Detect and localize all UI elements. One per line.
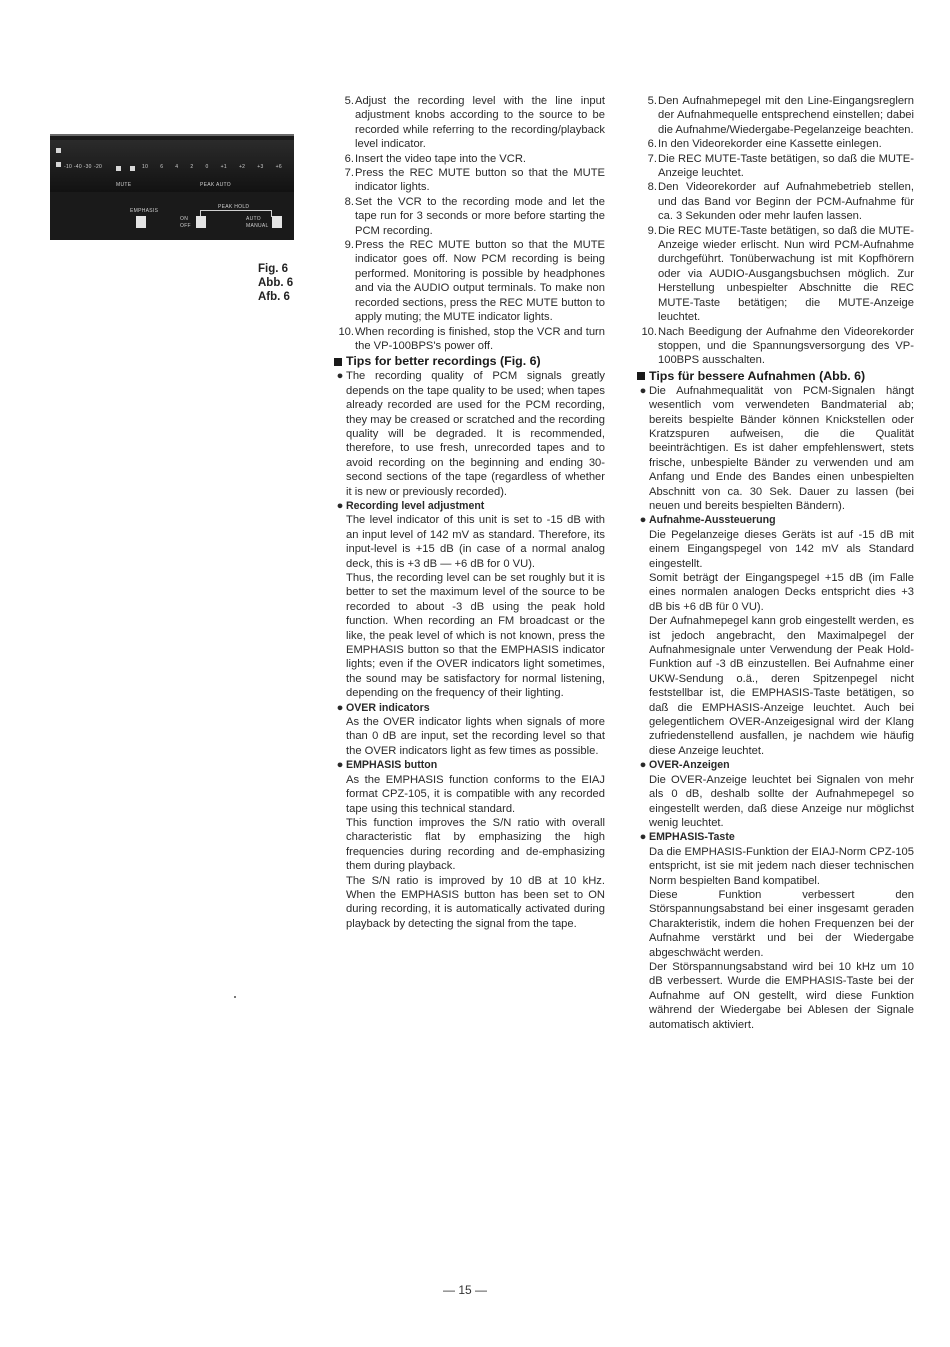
step-item [637, 180, 914, 223]
step-item [334, 94, 605, 152]
step-item [334, 195, 605, 238]
subheading-text: OVER-Anzeigen [649, 759, 730, 772]
step-item [637, 152, 914, 181]
indicator-led [56, 148, 61, 153]
step-item [334, 166, 605, 195]
meter-scale-label: 6 [160, 164, 164, 170]
figure-caption-line: Afb. 6 [258, 291, 290, 303]
english-tips-intro [334, 369, 605, 499]
on-label: ON [180, 216, 189, 222]
meter-scale-label: 10 [142, 164, 149, 170]
german-emphasis-body [637, 845, 914, 1032]
peak-hold-label: PEAK HOLD [218, 204, 250, 210]
indicator-led [56, 162, 61, 167]
step-number: 8. [647, 181, 657, 194]
meter-scale-label: 0 [205, 164, 209, 170]
step-text: Adjust the recording level with the line input adjustment knobs according to the source to be recorded while referring to the recording/playback level indicator. [355, 95, 605, 151]
section-heading-text: Tips for better recordings (Fig. 6) [346, 354, 541, 369]
off-label: OFF [180, 223, 191, 229]
meter-scale-label: +2 [238, 164, 246, 170]
english-recording-level-heading [334, 499, 605, 513]
step-number: 9. [344, 239, 354, 252]
step-item [637, 224, 914, 325]
bullet-icon: ● [336, 499, 344, 512]
step-number: 7. [647, 152, 657, 165]
step-item [334, 152, 605, 166]
paragraph-text: The recording quality of PCM signals greatly depends on the tape quality to be used; when tapes already recorded are used for the PCM recording, they may be creased or scratched and the recording quality will be degraded. It is recommended, therefore, to use fresh, unrecorded tapes and to avoid recording on the beginning and ending 30-second sections of the tape (regardless of whether it is new or previously recorded). [346, 370, 605, 498]
step-number: 5. [344, 95, 354, 107]
german-steps-list [637, 94, 914, 368]
german-recording-level-body [637, 528, 914, 759]
step-text: When recording is finished, stop the VCR and turn the VP-100BPS's power off. [355, 325, 605, 352]
step-text: Set the VCR to the recording mode and let the tape run for 3 seconds or more before starting the PCM recording. [355, 195, 605, 237]
meter-20-label: -20 [94, 164, 103, 170]
step-item [334, 238, 605, 324]
meter-left-label: -10 -40 -30 [64, 164, 92, 170]
paragraph-text: As the EMPHASIS function conforms to the EIAJ format CPZ-105, it is compatible with any recorded tape using this technical standard. [346, 773, 605, 815]
emphasis-label: EMPHASIS [130, 208, 159, 214]
figure-caption [258, 262, 298, 304]
english-over-body [334, 715, 605, 758]
manual-label: MANUAL [246, 223, 269, 229]
paragraph-text: Thus, the recording level can be set roughly but it is better to set the maximum level of the source to be recorded to about -3 dB using the peak hold function. When recording an FM broadcast or the like, the peak level of which is not known, press the EMPHASIS button so that the EMPHASIS indicator lights; even if the OVER indicators light sometimes, the sound may be satisfactory for normal listening, depending on the frequency of their lighting. [346, 572, 605, 700]
step-number: 7. [344, 167, 354, 180]
english-tips-heading [334, 354, 605, 369]
step-text: Den Aufnahmepegel mit den Line-Eingangsreglern der Aufnahmequelle entsprechend einstellen; dabei die Aufnahme/Wiedergabe-Pegelanzeige beachten. [658, 95, 914, 136]
step-text: Nach Beedigung der Aufnahme den Videorekorder stoppen, und die Spannungsversorgung des VP-100BPS ausschalten. [658, 325, 914, 367]
peak-hold-onoff-button [196, 216, 206, 228]
page-number: — 15 — [442, 1283, 487, 1297]
mute-label: MUTE [116, 182, 132, 188]
meter-scale-label: +6 [275, 164, 282, 170]
step-text: In den Videorekorder eine Kassette einlegen. [658, 138, 882, 151]
subheading-text: Recording level adjustment [346, 499, 485, 512]
bullet-icon: ● [639, 831, 647, 844]
peak-auto-label: PEAK AUTO [200, 182, 231, 188]
step-text: Press the REC MUTE button so that the MUTE indicator lights. [355, 167, 605, 194]
step-item [637, 325, 914, 368]
figure-caption-line: Abb. 6 [258, 277, 294, 289]
step-number: 8. [344, 195, 354, 208]
bullet-icon: ● [639, 384, 647, 397]
german-column [637, 94, 914, 1032]
step-item [637, 94, 914, 137]
bullet-icon: ● [639, 514, 647, 527]
peak-hold-bracket [200, 210, 272, 217]
meter-scale [142, 164, 282, 170]
subheading-text: OVER indicators [346, 701, 430, 714]
german-tips-intro [637, 384, 914, 514]
step-number: 10. [641, 325, 657, 338]
paragraph-text: Die Aufnahmequalität von PCM-Signalen hängt wesentlich vom verwendeten Bandmaterial ab; bereits bespielte Bänder können Knickstellen oder Kratzspuren aufweisen, die die Qualität beeinträchtigen. Es ist daher empfehlenswert, stets frische, unbespielte Bänder zu verwenden und am Anfang und Ende des Bandes einen unbespielten Abschnitt von ca. 30 Sek. Dauer zu lassen (bei neuen und bereits bespielten Bändern). [649, 384, 914, 512]
step-number: 10. [338, 325, 354, 338]
meter-scale-label: 4 [175, 164, 179, 170]
german-tips-heading [637, 369, 914, 384]
bullet-icon: ● [336, 370, 344, 383]
paragraph-text: The S/N ratio is improved by 10 dB at 10 kHz. When the EMPHASIS button has been set to ON during recording, it is automatically activated during playback by detecting the signal from the tape. [346, 874, 605, 930]
paragraph-text: This function improves the S/N ratio with overall characteristic flat by emphasizing the high frequencies during recording and de-emphasizing them during playback. [346, 816, 605, 873]
bullet-icon: ● [639, 759, 647, 772]
step-text: Die REC MUTE-Taste betätigen, so daß die MUTE-Anzeige wieder erlischt. Nun wird PCM-Aufnahme durchgeführt. Tonüberwachung ist mit Kopfhörern oder via AUDIO-Ausgangsbuchsen möglich. Zur Herstellung unbespielter Abschnitte die REC MUTE-Taste betätigen; die MUTE-Anzeige leuchtet. [658, 224, 914, 324]
bullet-icon: ● [336, 759, 344, 772]
english-recording-level-body [334, 513, 605, 700]
paragraph-text: Die OVER-Anzeige leuchtet bei Signalen von mehr als 0 dB, deshalb sollte der Aufnahmepegel so eingestellt werden, daß diese Anzeige nur möglichst wenig leuchtet. [649, 773, 914, 829]
english-column [334, 94, 605, 931]
paragraph-text: Diese Funktion verbessert den Störspannungsabstand bei einer insgesamt geraden Charakteristik, indem die hohen Frequenzen bei der Aufnahme verstärkt und bei der Wiedergabe abgeschwächt werden. [649, 888, 914, 959]
paragraph-text: Der Störspannungsabstand wird bei 10 kHz um 10 dB verbessert. Wurde die EMPHASIS-Taste bei der Aufnahme auf ON gestellt, wird diese Funktion während der Wiedergabe bei Ablesen der Signale automatisch aktiviert. [649, 960, 914, 1031]
subheading-text: EMPHASIS-Taste [649, 831, 735, 844]
meter-scale-label: 2 [190, 164, 194, 170]
square-bullet-icon [334, 358, 342, 366]
peak-hold-mode-button [272, 216, 282, 228]
subheading-text: Aufnahme-Aussteuerung [649, 514, 776, 527]
indicator-led [116, 166, 121, 171]
paragraph-text: Da die EMPHASIS-Funktion der EIAJ-Norm CPZ-105 entspricht, ist sie mit jedem nach dieser technischen Norm bespielten Band kompatibel. [649, 845, 914, 887]
paragraph-text: The level indicator of this unit is set to -15 dB with an input level of 142 mV as standard. Therefore, its input-level is +15 dB (in case of a normal analog deck, this is +3 dB — +6 dB for 0 VU). [346, 514, 605, 570]
emphasis-button [136, 216, 146, 228]
front-panel-figure [50, 136, 294, 240]
step-number: 6. [344, 152, 354, 165]
bullet-icon: ● [336, 701, 344, 714]
english-emphasis-heading [334, 758, 605, 772]
step-number: 9. [647, 224, 657, 237]
german-recording-level-heading [637, 513, 914, 527]
figure-caption-line: Fig. 6 [258, 263, 289, 275]
step-item [334, 325, 605, 354]
paragraph-text: As the OVER indicator lights when signals of more than 0 dB are input, set the recording level so that the OVER indicators light as few times as possible. [346, 716, 605, 757]
scan-speck [234, 996, 236, 998]
square-bullet-icon [637, 372, 645, 380]
paragraph-text: Somit beträgt der Eingangspegel +15 dB (im Falle eines normalen analogen Decks entspricht dies +3 dB bis +6 dB für 0 VU). [649, 572, 914, 613]
indicator-led [130, 166, 135, 171]
german-over-body [637, 773, 914, 831]
auto-label: AUTO [246, 216, 261, 222]
step-text: Die REC MUTE-Taste betätigen, so daß die MUTE-Anzeige leuchtet. [658, 152, 914, 180]
subheading-text: EMPHASIS button [346, 759, 438, 772]
paragraph-text: Die Pegelanzeige dieses Geräts ist auf -15 dB mit einem Eingangspegel von 142 mV als Standard eingestellt. [649, 528, 914, 570]
step-text: Press the REC MUTE button so that the MUTE indicator goes off. Now PCM recording is being performed. Monitoring is possible by headphones and via the AUDIO output terminals. To make non recorded sections, press the REC MUTE button to apply muting; the MUTE indicator lights. [355, 239, 605, 324]
meter-scale-label: +3 [257, 164, 264, 170]
step-number: 6. [647, 138, 657, 151]
step-text: Den Videorekorder auf Aufnahmebetrieb stellen, und das Band vor Beginn der PCM-Aufnahme für ca. 3 Sekunden oder mehr laufen lassen. [658, 181, 914, 223]
meter-scale-label: +1 [220, 164, 227, 170]
english-emphasis-body [334, 773, 605, 931]
english-steps-list [334, 94, 605, 353]
step-text: Insert the video tape into the VCR. [355, 152, 527, 165]
german-emphasis-heading [637, 830, 914, 844]
paragraph-text: Der Aufnahmepegel kann grob eingestellt werden, es ist jedoch angebracht, den Maximalpegel der Aufnahmesignale unter Verwendung der Peak Hold-Funktion auf -3 dB einzustellen. Bei Aufnahme einer UKW-Sendung o.ä., deren Spitzenpegel nicht feststellbar ist, die EMPHASIS-Taste betätigen, so daß die EMPHASIS-Anzeige leuchtet. Auch bei gelegentlichem OVER-Anzeigesignal wird der Klang zufriedenstellend ausfallen, je nachdem wie häufig diese Anzeige leuchtet. [649, 615, 914, 757]
section-heading-text: Tips für bessere Aufnahmen (Abb. 6) [649, 368, 866, 383]
step-number: 5. [647, 95, 657, 107]
step-item [637, 137, 914, 151]
english-over-heading [334, 701, 605, 715]
german-over-heading [637, 758, 914, 772]
